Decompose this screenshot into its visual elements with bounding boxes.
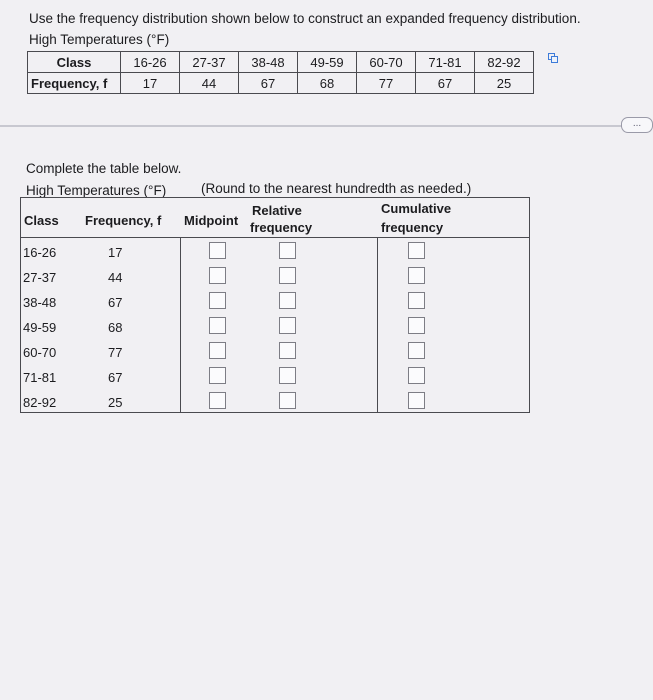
- class-cell: 60-70: [357, 52, 416, 73]
- midpoint-input[interactable]: [209, 242, 226, 259]
- answer-table-title: High Temperatures (°F): [26, 183, 167, 198]
- class-cell: 16-26: [121, 52, 180, 73]
- class-cell: 82-92: [475, 52, 534, 73]
- class-row: [28, 52, 534, 73]
- row-class: 60-70: [23, 345, 57, 360]
- copy-icon[interactable]: [548, 53, 558, 63]
- cumulative-frequency-header-line2: frequency: [381, 220, 444, 235]
- column-divider: [377, 237, 378, 413]
- row-class: 82-92: [23, 395, 57, 410]
- midpoint-input[interactable]: [209, 292, 226, 309]
- frequency-column-header: Frequency, f: [85, 213, 162, 228]
- cumulative-frequency-input[interactable]: [408, 242, 425, 259]
- cumulative-frequency-input[interactable]: [408, 342, 425, 359]
- class-cell: 49-59: [298, 52, 357, 73]
- relative-frequency-header-line2: frequency: [250, 220, 313, 235]
- class-cell: 71-81: [416, 52, 475, 73]
- relative-frequency-input[interactable]: [279, 242, 296, 259]
- row-frequency: 17: [108, 245, 123, 260]
- midpoint-column-header: Midpoint: [184, 213, 239, 228]
- row-frequency: 77: [108, 345, 123, 360]
- frequency-cell: 67: [239, 73, 298, 94]
- frequency-distribution-table: [27, 51, 534, 94]
- class-cell: 38-48: [239, 52, 298, 73]
- row-frequency: 68: [108, 320, 123, 335]
- row-class: 38-48: [23, 295, 57, 310]
- midpoint-input[interactable]: [209, 392, 226, 409]
- relative-frequency-input[interactable]: [279, 392, 296, 409]
- relative-frequency-header-line1: Relative: [252, 203, 302, 218]
- frequency-row: [28, 73, 534, 94]
- row-class: 27-37: [23, 270, 57, 285]
- midpoint-input[interactable]: [209, 317, 226, 334]
- relative-frequency-input[interactable]: [279, 367, 296, 384]
- more-button[interactable]: ...: [621, 117, 653, 133]
- row-class: 71-81: [23, 370, 57, 385]
- frequency-cell: 67: [416, 73, 475, 94]
- midpoint-input[interactable]: [209, 367, 226, 384]
- frequency-cell: 44: [180, 73, 239, 94]
- relative-frequency-input[interactable]: [279, 292, 296, 309]
- frequency-cell: 25: [475, 73, 534, 94]
- relative-frequency-input[interactable]: [279, 317, 296, 334]
- relative-frequency-input[interactable]: [279, 267, 296, 284]
- cumulative-frequency-input[interactable]: [408, 292, 425, 309]
- relative-frequency-input[interactable]: [279, 342, 296, 359]
- row-class: 49-59: [23, 320, 57, 335]
- midpoint-input[interactable]: [209, 342, 226, 359]
- row-class: 16-26: [23, 245, 57, 260]
- frequency-cell: 17: [121, 73, 180, 94]
- class-column-header: Class: [24, 213, 59, 228]
- class-cell: 27-37: [180, 52, 239, 73]
- rounding-note: (Round to the nearest hundredth as needed.): [201, 181, 472, 196]
- row-frequency: 67: [108, 295, 123, 310]
- frequency-header: Frequency, f: [28, 73, 121, 94]
- class-header: Class: [28, 52, 121, 73]
- midpoint-input[interactable]: [209, 267, 226, 284]
- cumulative-frequency-header-line1: Cumulative: [381, 201, 452, 216]
- cumulative-frequency-input[interactable]: [408, 267, 425, 284]
- cumulative-frequency-input[interactable]: [408, 367, 425, 384]
- row-frequency: 25: [108, 395, 123, 410]
- frequency-cell: 77: [357, 73, 416, 94]
- row-frequency: 67: [108, 370, 123, 385]
- cumulative-frequency-input[interactable]: [408, 317, 425, 334]
- row-frequency: 44: [108, 270, 123, 285]
- header-separator: [20, 237, 530, 238]
- distribution-title: High Temperatures (°F): [29, 32, 170, 47]
- frequency-cell: 68: [298, 73, 357, 94]
- instruction-text: Complete the table below.: [26, 161, 182, 176]
- column-divider: [180, 237, 181, 413]
- cumulative-frequency-input[interactable]: [408, 392, 425, 409]
- section-divider: [0, 125, 653, 127]
- question-prompt: Use the frequency distribution shown below to construct an expanded frequency distribution.: [29, 11, 581, 26]
